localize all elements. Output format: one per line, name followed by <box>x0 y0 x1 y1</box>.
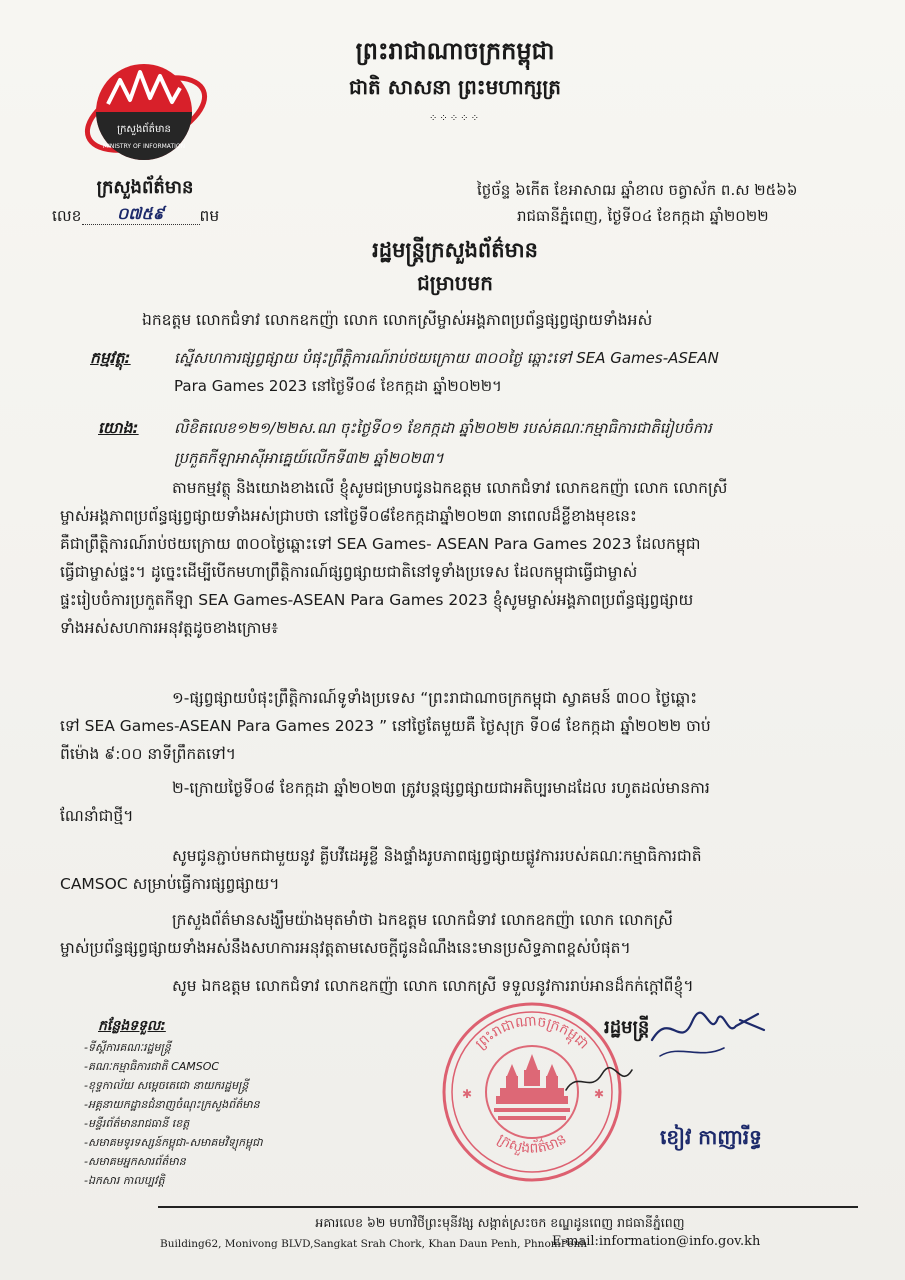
body-line: ផ្ទះរៀបចំការប្រកួតកីឡា SEA Games-ASEAN Para Games 2023 ខ្ញុំសូមម្ចាស់អង្គភាពប្រព័ន្ធផ្សព្វផ្សាយ <box>60 591 694 609</box>
closing-line: សូម ឯកឧត្តម លោកជំទាវ លោកឧកញ៉ា លោក លោកស្រី ទទួលនូវការរាប់អានដ៏កក់ក្តៅពីខ្ញុំ។ <box>172 977 694 995</box>
svg-text:✱: ✱ <box>462 1087 473 1101</box>
handwritten-signature <box>640 1000 780 1070</box>
recipients-list <box>84 1038 384 1190</box>
body-paragraph-2 <box>60 842 840 898</box>
ref-prefix: លេខ <box>52 207 82 225</box>
recipient-item: -គណៈកម្មាធិការជាតិ CAMSOC <box>84 1060 220 1073</box>
footer-divider <box>158 1206 858 1208</box>
lunar-date: ថ្ងៃច័ន្ទ ៦កើត ខែអាសាឍ ឆ្នាំខាល ចត្វាស័ក ព.ស ២៥៦៦ <box>477 181 798 199</box>
body-line: ក្រសួងព័ត៌មានសង្ឃឹមយ៉ាងមុតមាំថា ឯកឧត្តម លោកជំទាវ លោកឧកញ៉ា លោក លោកស្រី <box>172 911 673 929</box>
body-line: គឺជាព្រឹត្តិការណ៍រាប់ថយក្រោយ ៣០០ថ្ងៃឆ្ពោះទៅ SEA Games- ASEAN Para Games 2023 ដែលកម្ពុជា <box>60 535 701 553</box>
recipient-item: -សមាគមទូរទស្សន៍កម្ពុជា-សមាគមវិទ្យុកម្ពុជា <box>84 1136 263 1149</box>
closing-paragraph <box>60 972 840 1000</box>
body-line: ម្ចាស់ប្រព័ន្ធផ្សព្វផ្សាយទាំងអស់នឹងសហការអនុវត្តតាមសេចក្តីជូនដំណឹងនេះមានប្រសិទ្ធភាពខ្ពស់បំផុត។ <box>60 939 631 957</box>
signature-flourish <box>560 1060 640 1100</box>
body-paragraph-3 <box>60 906 840 962</box>
seal-bottom-text: ក្រសួងព័ត៌មាន <box>494 1131 570 1157</box>
footer-address-english: Building62, Monivong BLVD,Sangkat Srah Chork, Khan Daun Penh, PhnomPenh <box>160 1238 588 1250</box>
sender-title: រដ្ឋមន្ត្រីក្រសួងព័ត៌មាន <box>372 238 538 262</box>
item-line: ណែនាំជាថ្មី។ <box>60 807 134 825</box>
recipient-item: -សមាគមអ្នកសារព័ត៌មាន <box>84 1155 186 1168</box>
ministry-logo <box>74 40 214 180</box>
recipient-item: -ខុទ្ទកាល័យ សម្តេចតេជោ នាយករដ្ឋមន្ត្រី <box>84 1079 249 1092</box>
footer-email: E-mail:information@info.gov.kh <box>552 1234 761 1249</box>
ministry-name: ក្រសួងព័ត៌មាន <box>96 177 194 198</box>
action-title: ជម្រាបមក <box>417 271 493 295</box>
ornament-divider: ⁘⁘⁘⁘⁘ <box>429 113 481 124</box>
body-line: សូមជូនភ្ជាប់មកជាមួយនូវ គ្លីបវីដេអូខ្លី និងផ្ទាំងរូបភាពផ្សព្វផ្សាយផ្លូវការរបស់គណៈកម្មាធិការជាតិ <box>172 847 702 865</box>
reference-number-line <box>52 206 219 227</box>
subject-label: កម្មវត្ថុ: <box>90 349 131 367</box>
body-paragraph-1 <box>60 474 840 642</box>
reference-line-1: លិខិតលេខ១២១/២២ស.ណ ចុះថ្ងៃទី០១ ខែកក្កដា ឆ្នាំ២០២២ របស់គណៈកម្មាធិការជាតិរៀបចំការ <box>174 419 712 437</box>
item-line: ពីម៉ោង ៩:០០ នាទីព្រឹកតទៅ។ <box>60 745 236 763</box>
body-line: ម្ចាស់អង្គភាពប្រព័ន្ធផ្សព្វផ្សាយទាំងអស់ជ្រាបថា នៅថ្ងៃទី០៨ខែកក្កដាឆ្នាំ២០២៣ នាពេលដ៏ខ្លីខាងមុខនេះ <box>60 507 637 525</box>
recipient-item: -មន្ទីរព័ត៌មានរាជធានី ខេត្ត <box>84 1117 190 1130</box>
signatory-name: ខៀវ កាញារីទ្ធ <box>660 1125 762 1149</box>
list-item-1 <box>60 684 840 768</box>
recipients-heading: កន្លែងទទួល: <box>98 1018 166 1034</box>
item-line: ២-ក្រោយថ្ងៃទី០៨ ខែកក្កដា ឆ្នាំ២០២៣ ត្រូវបន្តផ្សព្វផ្សាយជាអតិប្បរមាដដែល រហូតដល់មានការ <box>172 779 710 797</box>
logo-khmer-text: ក្រសួងព័ត៌មាន <box>117 124 171 135</box>
subject-line-2: Para Games 2023 នៅថ្ងៃទី០៨ ខែកក្កដា ឆ្នាំ២០២២។ <box>174 377 502 395</box>
solar-date: រាជធានីភ្នំពេញ, ថ្ងៃទី០៤ ខែកក្កដា ឆ្នាំ២០២២ <box>517 207 769 225</box>
item-line: ១-ផ្សព្វផ្សាយបំផុះព្រឹត្តិការណ៍ទូទាំងប្រទេស “ព្រះរាជាណាចក្រកម្ពុជា ស្វាគមន៍ ៣០០ ថ្ងៃឆ្ពោះ <box>172 689 698 707</box>
signatory-role: រដ្ឋមន្ត្រី <box>604 1017 650 1038</box>
signature-mark-icon <box>640 1000 780 1070</box>
recipient-item: -ទីស្តីការគណៈរដ្ឋមន្ត្រី <box>84 1041 171 1054</box>
item-line: ទៅ SEA Games-ASEAN Para Games 2023 ” នៅថ្ងៃតែមួយគឺ ថ្ងៃសុក្រ ទី០៨ ខែកក្កដា ឆ្នាំ២០២២ ចាប់ <box>60 717 711 735</box>
reference-label: យោង: <box>98 419 139 437</box>
seal-top-text: ព្រះរាជាណាចក្រកម្ពុជា <box>472 1013 592 1053</box>
national-motto: ជាតិ សាសនា ព្រះមហាក្សត្រ <box>349 75 561 99</box>
svg-text:✱: ✱ <box>594 1087 605 1101</box>
ref-number-handwritten: ០៧៥៩ <box>116 204 165 223</box>
subject-line-1: ស្នើសហការផ្សព្វផ្សាយ បំផុះព្រឹត្តិការណ៍រាប់ថយក្រោយ ៣០០ថ្ងៃ ឆ្ពោះទៅ SEA Games-ASEAN <box>174 349 719 367</box>
flourish-icon <box>560 1060 640 1100</box>
ref-suffix: ពម <box>199 207 220 225</box>
body-line: CAMSOC សម្រាប់ធ្វើការផ្សព្វផ្សាយ។ <box>60 875 280 893</box>
svg-text:ក្រសួងព័ត៌មាន <box>495 1131 570 1157</box>
logo-english-text: MINISTRY OF INFORMATION <box>102 143 186 150</box>
addressee-line: ឯកឧត្តម លោកជំទាវ លោកឧកញ៉ា លោក លោកស្រីម្ចាស់អង្គភាពប្រព័ន្ធផ្សព្វផ្សាយទាំងអស់ <box>142 311 653 329</box>
kingdom-heading: ព្រះរាជាណាចក្រកម្ពុជា <box>355 37 555 65</box>
body-line: តាមកម្មវត្ថុ និងយោងខាងលើ ខ្ញុំសូមជម្រាបជូនឯកឧត្តម លោកជំទាវ លោកឧកញ៉ា លោក លោកស្រី <box>172 479 728 497</box>
recipient-item: -ឯកសារ កាលប្បវត្តិ <box>84 1174 165 1187</box>
ministry-logo-icon <box>74 40 214 180</box>
recipient-item: -អគ្គនាយកដ្ឋានជំនាញចំណុះក្រសួងព័ត៌មាន <box>84 1098 260 1111</box>
footer-address-khmer: អគារលេខ ៦២ មហាវិថីព្រះមុនីវង្ស សង្កាត់ស្រះចក ខណ្ឌដូនពេញ រាជធានីភ្នំពេញ <box>315 1215 685 1230</box>
body-line: ទាំងអស់សហការអនុវត្តដូចខាងក្រោម៖ <box>60 619 279 637</box>
reference-line-2: ប្រកួតកីឡាអាស៊ីអាគ្នេយ៍លើកទី៣២ ឆ្នាំ២០២៣។ <box>174 449 444 467</box>
list-item-2 <box>60 774 840 830</box>
body-line: ធ្វើជាម្ចាស់ផ្ទះ។ ដូច្នេះដើម្បីបើកមហាព្រឹត្តិការណ៍ផ្សព្វផ្សាយជាតិនៅទូទាំងប្រទេស ដែលកម្ពុជាធ្វើជាម្ចាស់ <box>60 563 638 581</box>
